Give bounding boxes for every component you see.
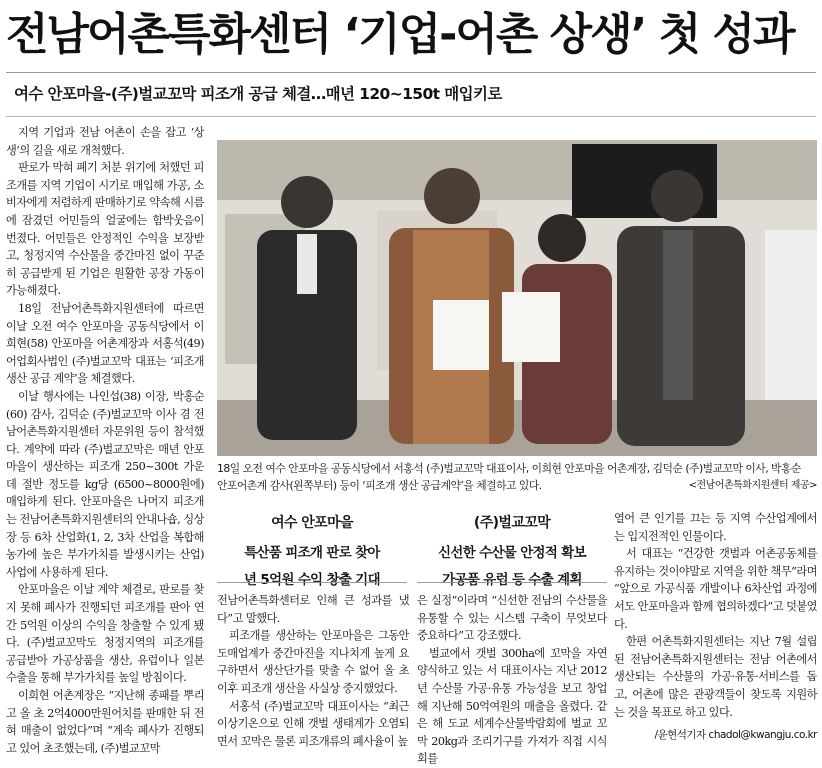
paragraph: 서 대표는 “건강한 갯벌과 어촌공동체를 유지하는 것이야말로 지역을 위한 책무”라며 “앞으로 가공식품 개발이나 6차산업 과정에서도 안포마을과 함께 협의하겠다”고 덧붙였다.	[614, 547, 817, 631]
paragraph: 지역 기업과 전남 어촌이 손을 잡고 ‘상생’의 길을 새로 개척했다.	[6, 126, 204, 157]
caption-line: 18일 오전 여수 안포마을 공동식당에서 서홍석 (주)벌교꼬막 대표이사, 이희현 안포마을 어촌계장, 김덕순 (주)벌교꼬막 이사, 박홍순	[217, 462, 801, 475]
caption-line: 안포어촌계 감사(왼쪽부터) 등이 ‘피조개 생산 공급계약’을 체결하고 있다.	[217, 479, 542, 492]
highlight-line: 신선한 수산물 안정적 확보	[438, 546, 586, 561]
article-column-2	[217, 592, 409, 752]
paragraph: 18일 전남어촌특화지원센터에 따르면 이날 오전 여수 안포마을 공동식당에서 이희현(58) 안포마을 어촌계장과 서홍석(49) 어업회사법인 (주)벌교꼬막 대표는 ‘피조개 생산 공급 계약’을 체결했다.	[6, 301, 204, 386]
paragraph: 은 실정”이라며 “신선한 전남의 수산물을 유통할 수 있는 시스템 구축이 무엇보다 중요하다”고 강조했다.	[417, 594, 607, 643]
paragraph: 한편 어촌특화지원센터는 지난 7월 설립된 전남어촌특화지원센터는 전남 어촌에서 생산되는 수산물의 가공·유통·서비스를 돕고, 어촌에 많은 관광객들이 찾도록 지원하는 것을 목표로 하고 있다.	[614, 635, 817, 719]
article-column-3	[417, 592, 607, 766]
news-photo	[217, 140, 817, 456]
highlight-line: 가공품 유럽 등 수출 계획	[442, 573, 582, 588]
headline-rule	[6, 72, 816, 73]
paragraph: 전남어촌특화센터로 인해 큰 성과를 냈다”고 말했다.	[217, 594, 409, 625]
subheadline: 여수 안포마을-(주)벌교꼬막 피조개 공급 체결…매년 120~150t 매입키로	[14, 85, 502, 103]
highlight-box-anpo	[217, 512, 407, 596]
photo-credit: <전남어촌특화지원센터 제공>	[688, 480, 817, 491]
photo-caption	[217, 460, 817, 494]
paragraph: 안포마을은 이날 계약 체결로, 판로를 찾지 못해 폐사가 진행되던 피조개를 판아 연간 5억원 이상의 수익을 창출할 수 있게 됐다. (주)벌교꼬막도 청정지역의 피조개를 공급받아 가공상품을 생산, 유럽이나 일본 수출을 통해 부가가치를 높일 방침이다.	[6, 583, 204, 685]
highlight-box-beolgyo	[417, 512, 607, 596]
paragraph: 이희현 어촌계장은 “지난해 종패를 뿌리고 올 초 2억4000만원어치를 판매한 뒤 전혀 매출이 없었다”며 “계속 폐사가 진행되고 있어 초조했는데, (주)벌교꼬막	[6, 689, 204, 755]
highlight-title: (주)벌교꼬막	[473, 515, 551, 531]
paragraph: 판로가 막혀 폐기 처분 위기에 처했던 피조개를 지역 기업이 시기로 매입해 가공, 소비자에게 저렴하게 판매하기로 약속해 시름에 잠겼던 어민들의 얼굴에는 함박웃음이 번졌다. 어민들은 안정적인 수익을 보장받고, 청정지역 수산물을 중간마진 없이 꾸준히 공급받게 된 기업은 원활한 공장 가동이 가능해졌다.	[6, 161, 204, 298]
highlight-line: 특산품 피조개 판로 찾아	[244, 546, 380, 561]
article-column-4	[614, 510, 817, 752]
paragraph: 벌교에서 갯벌 300ha에 꼬막을 자연양식하고 있는 서 대표이사는 지난 2012년 수산물 가공·유통 가능성을 보고 창업해 지난해 50억여원의 매출을 올렸다. 같은 해 도교 세계수산물박람회에 벌교 꼬막 20kg과 조리기구를 가져가 직접 시식회를	[417, 646, 607, 766]
box-rule	[417, 582, 607, 583]
paragraph: 피조개를 생산하는 안포마을은 그동안 도매업계가 중간마진을 지나치게 높게 요구하면서 생산단가를 맞출 수 없어 올 초 이후 피조개 생산을 사실상 중지했었다.	[217, 629, 409, 695]
highlight-title: 여수 안포마을	[271, 515, 353, 531]
paragraph: 서홍석 (주)벌교꼬막 대표이사는 “최근 이상기온으로 인해 갯벌 생태계가 오염되면서 꼬막은 물론 피조개류의 폐사율이 높	[217, 699, 409, 748]
box-rule	[217, 582, 407, 583]
paragraph: 열어 큰 인기를 끄는 등 지역 수산업계에서는 입지전적인 인물이다.	[614, 512, 817, 543]
highlight-line: 년 5억원 수익 창출 기대	[244, 573, 380, 588]
article-column-1	[6, 124, 204, 755]
paragraph: 이날 행사에는 나인섭(38) 이장, 박홍순(60) 감사, 김덕순 (주)벌교꼬막 이사 겸 전남어촌특화지원센터 자문위원 등이 참석했다. 계약에 따라 (주)벌교꼬막은 매년 안포마을이 생산하는 피조개 250~300t 가운데 절반 정도를 kg당 (6500~8000원에) 매입하게 된다. 안포마을은 나머지 피조개는 전남어촌특화지원센터의 안내나숍, 싱상장 등 6차 산업화(1, 2, 3차 산업을 복합해 농가에 높은 부가가치를 발생시키는 산업) 사업에 사용하게 된다.	[6, 389, 204, 579]
byline: /윤현석기자 chadol@kwangju.co.kr	[654, 729, 817, 742]
headline: 전남어촌특화센터 ‘기업-어촌 상생’ 첫 성과	[6, 9, 794, 60]
subheadline-rule	[6, 116, 816, 117]
photo-illustration	[217, 140, 817, 456]
